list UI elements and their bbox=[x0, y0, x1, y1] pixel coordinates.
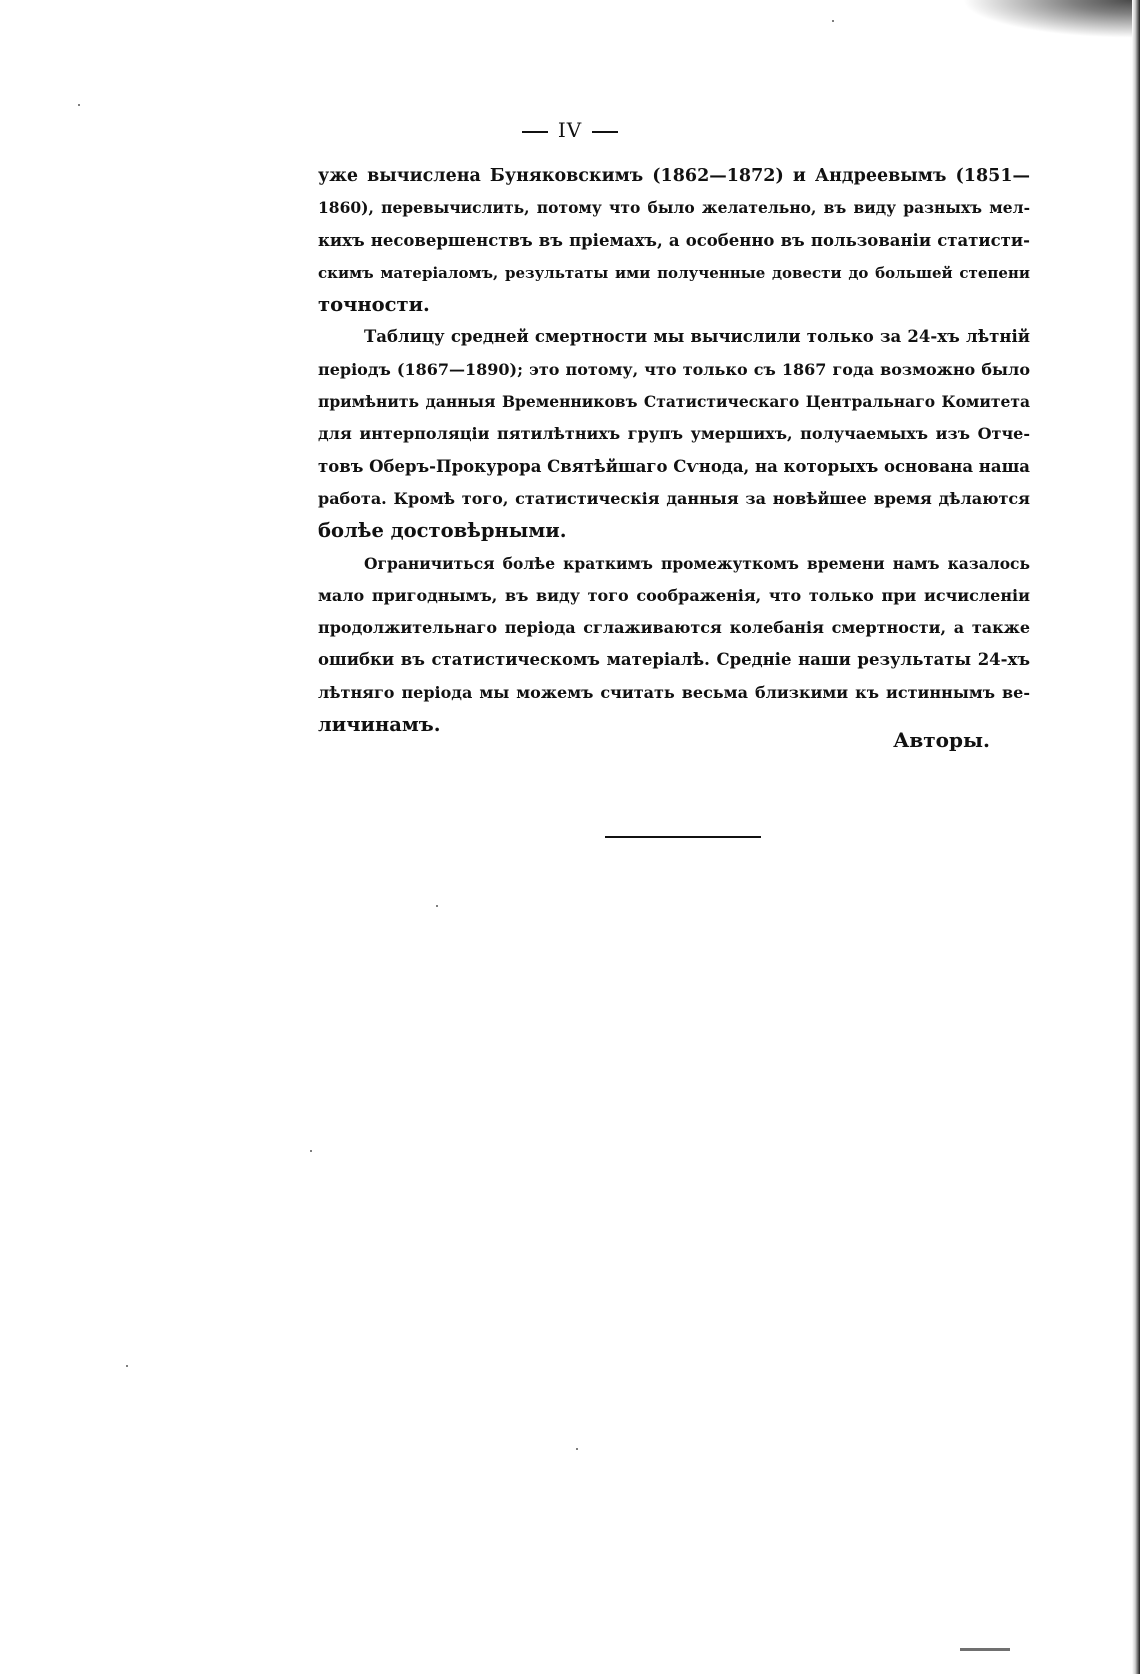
text-line: 1860), перевычислить, потому что было желательно, въ виду разныхъ мел- bbox=[318, 198, 1030, 218]
paragraph-1 bbox=[318, 160, 1030, 321]
text-line: ошибки въ статистическомъ матеріалѣ. Средніе наши результаты 24-хъ bbox=[318, 650, 1030, 670]
text-line: мало пригоднымъ, въ виду того соображенія, что только при исчисленіи bbox=[318, 585, 1030, 605]
text-line: Ограничиться болѣе краткимъ промежуткомъ времени намъ казалось bbox=[364, 553, 1030, 573]
text-line: точности. bbox=[318, 293, 430, 317]
page-number-dash-left bbox=[522, 131, 548, 133]
text-line: товъ Оберъ-Прокурора Святѣйшаго Сѵнода, на которыхъ основана наша bbox=[318, 456, 1030, 476]
text-line: скимъ матеріаломъ, результаты ими полученные довести до большей степени bbox=[318, 263, 1030, 282]
text-line: періодъ (1867—1890); это потому, что только съ 1867 года возможно было bbox=[318, 359, 1030, 379]
text-line: болѣе достовѣрными. bbox=[318, 519, 567, 543]
scan-edge-shadow bbox=[1132, 0, 1140, 1674]
scan-speck bbox=[832, 20, 834, 22]
text-line: уже вычислена Буняковскимъ (1862—1872) и Андреевымъ (1851— bbox=[318, 166, 1030, 186]
scan-corner-shadow bbox=[962, 0, 1132, 38]
text-line: личинамъ. bbox=[318, 713, 441, 737]
scan-speck bbox=[310, 1150, 312, 1152]
page-number bbox=[0, 118, 1140, 142]
text-line: Таблицу средней смертности мы вычислили только за 24-хъ лѣтній bbox=[364, 327, 1030, 347]
signature: Авторы. bbox=[893, 728, 990, 752]
scan-speck bbox=[576, 1448, 578, 1450]
paragraph-3 bbox=[318, 548, 1030, 742]
scan-speck bbox=[126, 1365, 128, 1367]
page-number-dash-right bbox=[592, 131, 618, 133]
text-line: лѣтняго періода мы можемъ считать весьма близкими къ истиннымъ ве- bbox=[318, 682, 1030, 702]
text-line: продолжительнаго періода сглаживаются колебанія смертности, а также bbox=[318, 618, 1030, 638]
text-line: работа. Кромѣ того, статистическія данныя за новѣйшее время дѣлаются bbox=[318, 488, 1030, 508]
page-number-text: IV bbox=[557, 118, 583, 142]
body-text bbox=[318, 160, 1030, 741]
text-line: примѣнить данныя Временниковъ Статистическаго Центральнаго Комитета bbox=[318, 392, 1030, 412]
text-line: для интерполяціи пятилѣтнихъ групъ умершихъ, получаемыхъ изъ Отче- bbox=[318, 424, 1030, 444]
scan-speck bbox=[436, 905, 438, 907]
scan-bottom-mark bbox=[960, 1648, 1010, 1651]
text-line: кихъ несовершенствъ въ пріемахъ, а особенно въ пользованіи статисти- bbox=[318, 230, 1030, 250]
section-rule bbox=[605, 836, 761, 838]
paragraph-2 bbox=[318, 321, 1030, 547]
scan-speck bbox=[78, 104, 80, 106]
